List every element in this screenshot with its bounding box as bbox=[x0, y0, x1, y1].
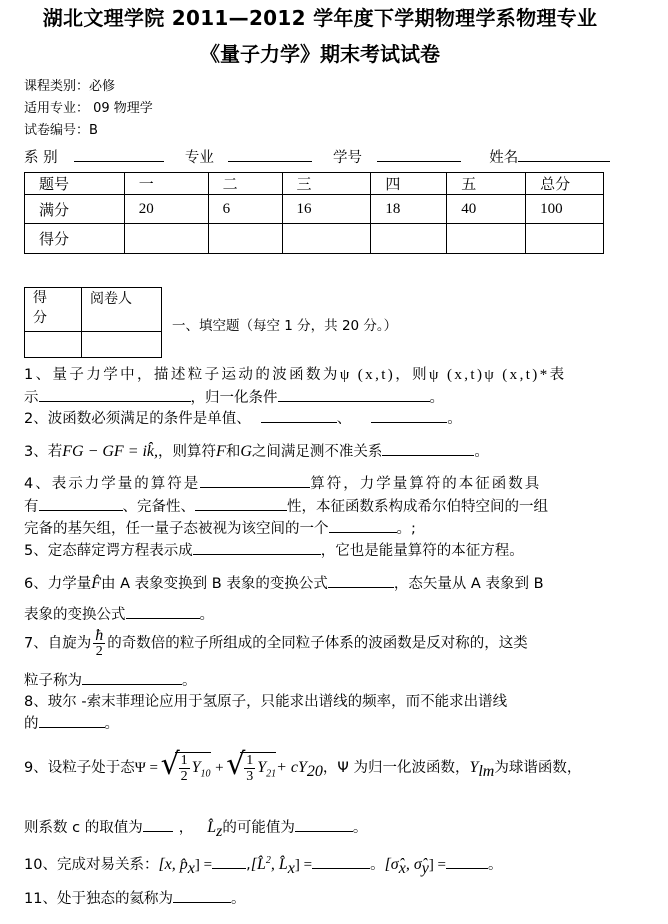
math: FG − GF = ik̂, bbox=[62, 443, 159, 460]
score-input-cell[interactable] bbox=[371, 224, 447, 254]
question-11 bbox=[24, 887, 245, 908]
cell: 16 bbox=[282, 195, 371, 224]
question-1 bbox=[24, 363, 567, 384]
question-9-line2 bbox=[24, 816, 367, 841]
header-cell: 一 bbox=[124, 173, 208, 195]
earned-row bbox=[25, 224, 604, 254]
q-text: 10、完成对易关系： bbox=[24, 857, 159, 873]
paper-number: 试卷编号：B bbox=[24, 123, 98, 138]
superscript: 2 bbox=[265, 855, 271, 867]
grader-box bbox=[24, 287, 162, 358]
denominator: 3 bbox=[246, 769, 254, 784]
section-heading: 一、填空题（每空 1 分，共 20 分。） bbox=[172, 318, 398, 334]
question-2 bbox=[24, 407, 462, 428]
math: Y bbox=[257, 759, 267, 777]
exam-title: 湖北文理学院 2011—2012 学年度下学期物理学系物理专业 bbox=[42, 6, 598, 30]
q-text: , bbox=[246, 857, 251, 873]
question-4 bbox=[24, 472, 541, 493]
header-cell: 总分 bbox=[526, 173, 604, 195]
name-label: 姓名 bbox=[489, 150, 519, 166]
q-text: ，它也是能量算符的本征方程。 bbox=[320, 543, 524, 559]
q-text: 。 bbox=[104, 716, 119, 732]
q-text: 粒子称为 bbox=[24, 673, 82, 689]
score-input-cell[interactable] bbox=[208, 224, 282, 254]
score-input-cell[interactable] bbox=[25, 332, 82, 358]
subscript: lm bbox=[478, 763, 495, 781]
q-text: 2、波函数必须满足的条件是单值、 bbox=[24, 411, 251, 427]
q-text: 。 bbox=[199, 607, 214, 623]
cell: 20 bbox=[124, 195, 208, 224]
math: F bbox=[216, 443, 226, 460]
q-text: 3、若 bbox=[24, 444, 63, 460]
cell: 6 bbox=[208, 195, 282, 224]
math: Ψ = bbox=[134, 760, 159, 777]
student-no-field[interactable] bbox=[377, 147, 461, 162]
q-text: 。 bbox=[370, 857, 385, 873]
answer-blank[interactable] bbox=[446, 854, 488, 869]
header-cell: 四 bbox=[371, 173, 447, 195]
answer-blank[interactable] bbox=[39, 387, 191, 402]
question-7 bbox=[24, 628, 528, 659]
denominator: 2 bbox=[95, 644, 103, 659]
math: ] = bbox=[294, 857, 313, 873]
q-text: ，归一化条件 bbox=[190, 390, 278, 406]
student-no-label: 学号 bbox=[333, 150, 363, 166]
math: + cY bbox=[276, 759, 307, 777]
q-text: 性，本征函数系构成希尔伯特空间的一组 bbox=[287, 499, 548, 515]
q-text: 。 bbox=[230, 891, 246, 907]
major-field[interactable] bbox=[228, 147, 312, 162]
question-10 bbox=[24, 853, 503, 878]
q-text: ，Ψ 为归一化波函数， bbox=[322, 760, 470, 777]
answer-blank[interactable] bbox=[312, 854, 370, 869]
answer-blank[interactable] bbox=[371, 408, 447, 423]
answer-blank[interactable] bbox=[126, 604, 200, 619]
answer-blank[interactable] bbox=[328, 573, 394, 588]
major-label: 专业 bbox=[184, 150, 214, 166]
score-input-cell[interactable] bbox=[447, 224, 526, 254]
math: L̂ bbox=[207, 819, 217, 836]
answer-blank[interactable] bbox=[39, 713, 105, 728]
answer-blank[interactable] bbox=[195, 496, 287, 511]
math: [x, p̂ bbox=[158, 856, 188, 873]
math: [L̂ bbox=[250, 856, 266, 873]
q-text: 为球谐函数， bbox=[494, 760, 582, 777]
q-text: ，则算符 bbox=[158, 444, 217, 460]
question-4-line2 bbox=[24, 495, 548, 516]
subscript: x bbox=[398, 859, 406, 877]
answer-blank[interactable] bbox=[39, 496, 123, 511]
subscript: 21 bbox=[266, 768, 277, 780]
exam-subtitle: 《量子力学》期末考试试卷 bbox=[200, 42, 440, 66]
dept-field[interactable] bbox=[74, 147, 164, 162]
numerator: ħ bbox=[95, 627, 104, 644]
q-text: 7、自旋为 bbox=[24, 635, 92, 652]
header-cell: 题号 bbox=[25, 173, 125, 195]
answer-blank[interactable] bbox=[143, 817, 173, 832]
answer-blank[interactable] bbox=[173, 888, 231, 903]
question-5 bbox=[24, 539, 524, 560]
question-8 bbox=[24, 690, 507, 711]
math: ψ (x,t)ψ (x,t)* bbox=[429, 367, 550, 383]
full-marks-row bbox=[25, 195, 604, 224]
question-6 bbox=[24, 572, 544, 593]
q-text: 6、力学量 bbox=[24, 576, 92, 592]
math: G bbox=[240, 443, 252, 460]
q-text: 、 bbox=[336, 411, 352, 427]
cell: 40 bbox=[447, 195, 526, 224]
q-text: 11、处于独态的氦称为 bbox=[24, 891, 173, 907]
math: + bbox=[215, 760, 224, 777]
q-text: 。 bbox=[488, 857, 503, 873]
q-text: 算符，力学量算符的本征函数具 bbox=[310, 476, 542, 492]
dept-label: 系 别 bbox=[24, 150, 58, 166]
grader-label: 阅卷人 bbox=[82, 288, 162, 332]
question-3 bbox=[24, 440, 489, 461]
q-text: ，则 bbox=[395, 367, 429, 383]
cell: 100 bbox=[526, 195, 604, 224]
score-input-cell[interactable] bbox=[282, 224, 371, 254]
q-text: 之间满足测不准关系 bbox=[251, 444, 383, 460]
answer-blank[interactable] bbox=[212, 854, 246, 869]
q-text: ， bbox=[178, 820, 194, 836]
header-cell: 三 bbox=[282, 173, 371, 195]
q-text: 。 bbox=[447, 411, 462, 427]
q-text: 、完备性、 bbox=[122, 499, 195, 515]
question-7-line2 bbox=[24, 669, 197, 690]
cell: 18 bbox=[371, 195, 447, 224]
answer-blank[interactable] bbox=[295, 817, 353, 832]
q-text: 。 bbox=[429, 390, 444, 406]
q-text: 4、表示力学量的算符是 bbox=[24, 476, 201, 492]
numerator: √ 1 bbox=[246, 753, 254, 768]
q-text: 。 bbox=[182, 673, 197, 689]
q-text: 由 A 表象变换到 B 表象的变换公式 bbox=[101, 576, 328, 592]
q-text: 的奇数倍的粒子所组成的全同粒子体系的波函数是反对称的，这类 bbox=[107, 635, 528, 652]
q-text: 1、量子力学中，描述粒子运动的波函数为 bbox=[24, 367, 340, 383]
q-text: 。 bbox=[474, 444, 489, 460]
q-text: 8、玻尔 -索末菲理论应用于氢原子，只能求出谱线的频率，而不能求出谱线 bbox=[24, 694, 508, 710]
denominator: 2 bbox=[180, 769, 188, 784]
numerator: √ 1 bbox=[180, 753, 188, 768]
math: ] = bbox=[428, 857, 447, 873]
score-table bbox=[24, 172, 604, 254]
q-text: 完备的基矢组，任一量子态被视为该空间的一个 bbox=[24, 521, 329, 537]
header-cell: 二 bbox=[208, 173, 282, 195]
math: ψ (x,t) bbox=[339, 367, 396, 383]
row-label: 满分 bbox=[25, 195, 125, 224]
grader-input-cell[interactable] bbox=[82, 332, 162, 358]
q-text: 。 bbox=[352, 820, 368, 836]
answer-blank[interactable] bbox=[329, 518, 397, 533]
q-text: 和 bbox=[225, 444, 241, 460]
q-text: 有 bbox=[24, 499, 39, 515]
subscript: 20 bbox=[306, 763, 323, 781]
math: Y bbox=[469, 759, 479, 777]
subscript: x bbox=[287, 859, 295, 877]
fraction bbox=[93, 628, 105, 659]
math: , L̂ bbox=[270, 856, 288, 873]
q-text: ，态矢量从 A 表象到 B bbox=[393, 576, 544, 592]
question-4-line3 bbox=[24, 517, 416, 538]
math: [σ̂ bbox=[384, 856, 399, 873]
q-text: 5、定态薛定谔方程表示成 bbox=[24, 543, 193, 559]
math: Y bbox=[191, 759, 201, 777]
q-text: 表 bbox=[549, 367, 567, 383]
q-text: 表象的变换公式 bbox=[24, 607, 126, 623]
answer-blank[interactable] bbox=[261, 408, 337, 423]
subscript: y bbox=[421, 859, 429, 877]
header-cell: 五 bbox=[447, 173, 526, 195]
math: F̂ bbox=[91, 575, 102, 592]
question-8-line2 bbox=[24, 712, 119, 733]
answer-blank[interactable] bbox=[82, 670, 182, 685]
sqrt bbox=[240, 752, 276, 784]
q-text: 则系数 c 的取值为 bbox=[24, 820, 143, 836]
applicable-major: 适用专业： 09 物理学 bbox=[24, 101, 153, 116]
answer-blank[interactable] bbox=[193, 540, 321, 555]
q-text: 的可能值为 bbox=[222, 820, 295, 836]
score-input-cell[interactable] bbox=[124, 224, 208, 254]
math: , σ̂ bbox=[405, 856, 422, 873]
header-row bbox=[25, 173, 604, 195]
answer-blank[interactable] bbox=[200, 473, 310, 488]
row-label: 得分 bbox=[25, 224, 125, 254]
q-text: 9、设粒子处于态 bbox=[24, 760, 135, 777]
answer-blank[interactable] bbox=[278, 387, 430, 402]
name-field[interactable] bbox=[518, 147, 610, 162]
question-1-line2 bbox=[24, 386, 444, 407]
score-label: 得 分 bbox=[25, 288, 82, 332]
score-input-cell[interactable] bbox=[526, 224, 604, 254]
q-text: 。; bbox=[396, 521, 416, 537]
math: ] = bbox=[194, 857, 213, 873]
student-info-row bbox=[24, 146, 610, 167]
subscript: z bbox=[216, 822, 223, 840]
course-type: 课程类别：必修 bbox=[24, 79, 116, 94]
subscript: x bbox=[187, 859, 195, 877]
q-text: 示 bbox=[24, 390, 39, 406]
sqrt bbox=[175, 752, 211, 784]
q-text: 的 bbox=[24, 716, 39, 732]
question-6-line2 bbox=[24, 603, 214, 624]
answer-blank[interactable] bbox=[382, 441, 474, 456]
question-9 bbox=[24, 752, 581, 784]
subscript: 10 bbox=[200, 768, 211, 780]
